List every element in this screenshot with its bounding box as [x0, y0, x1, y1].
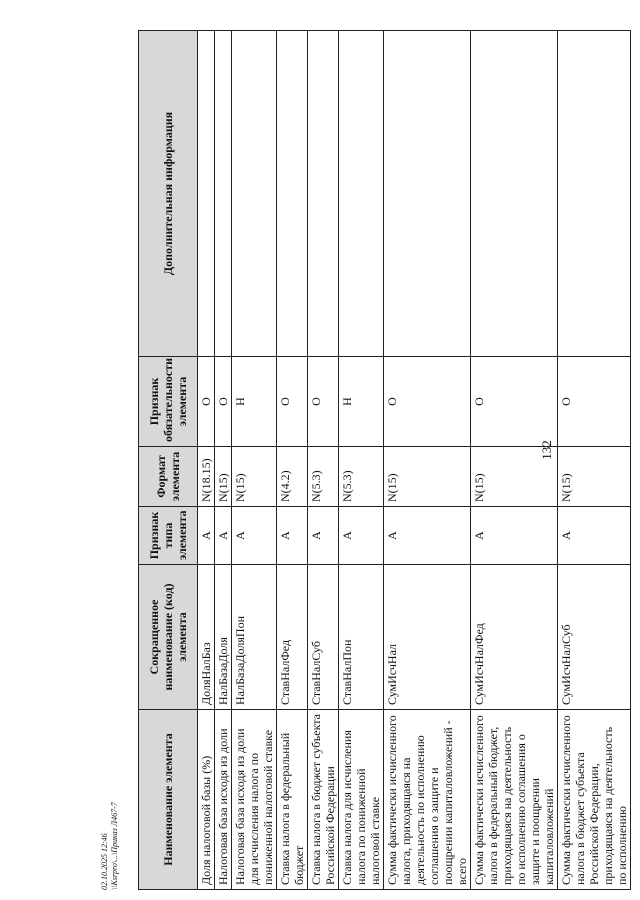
cell-required: О: [277, 357, 308, 447]
cell-name: Сумма фактически исчисленного налога в бюджет субъекта Российской Федерации, приходящаяся на деятельность по исполнению: [558, 710, 631, 890]
elements-table: [138, 30, 631, 890]
cell-format: N(15): [471, 447, 558, 507]
cell-name: Ставка налога для исчисления налога по пониженной налоговой ставке: [339, 710, 384, 890]
table-row: [277, 31, 308, 890]
page-number: 132: [538, 440, 554, 460]
cell-extra: [339, 31, 384, 357]
rotated-page: [20, 10, 629, 890]
header-code: Сокращенное наименование (код) элемента: [139, 565, 198, 710]
cell-type: А: [198, 507, 215, 565]
footer-path: \\Ksrpro\...\Приказ Л467-7: [110, 802, 119, 890]
cell-extra: [558, 31, 631, 357]
cell-type: А: [384, 507, 471, 565]
cell-code: НалБазаДоляПон: [232, 565, 277, 710]
cell-type: А: [308, 507, 339, 565]
cell-required: О: [558, 357, 631, 447]
cell-extra: [308, 31, 339, 357]
cell-code: ДоляНалБаз: [198, 565, 215, 710]
cell-extra: [384, 31, 471, 357]
header-type: Признак типа элемента: [139, 507, 198, 565]
cell-extra: [232, 31, 277, 357]
table-row: [232, 31, 277, 890]
table-header-row: [139, 31, 198, 890]
cell-code: СтавНалПон: [339, 565, 384, 710]
cell-name: Сумма фактически исчисленного налога в федеральный бюджет, приходящаяся на деятельность по исполнению соглашения о защите и поощрении капиталовложений: [471, 710, 558, 890]
table-row: [384, 31, 471, 890]
cell-required: О: [215, 357, 232, 447]
cell-required: О: [471, 357, 558, 447]
cell-format: N(15): [232, 447, 277, 507]
footer-timestamp: 02.10.2025 12:46: [100, 833, 109, 890]
cell-type: А: [471, 507, 558, 565]
table-row: [471, 31, 558, 890]
cell-required: Н: [339, 357, 384, 447]
table-row: [308, 31, 339, 890]
header-format: Формат элемента: [139, 447, 198, 507]
header-name: Наименование элемента: [139, 710, 198, 890]
cell-code: СумИсчНал: [384, 565, 471, 710]
cell-code: СумИсчНалФед: [471, 565, 558, 710]
cell-required: О: [308, 357, 339, 447]
cell-format: N(15): [384, 447, 471, 507]
cell-extra: [277, 31, 308, 357]
cell-code: СтавНалСуб: [308, 565, 339, 710]
cell-name: Налоговая база исходя из доли для исчисления налога по пониженной налоговой ставке: [232, 710, 277, 890]
cell-required: Н: [232, 357, 277, 447]
cell-extra: [471, 31, 558, 357]
table-row: [198, 31, 215, 890]
cell-required: О: [198, 357, 215, 447]
cell-required: О: [384, 357, 471, 447]
cell-name: Доля налоговой базы (%): [198, 710, 215, 890]
cell-name: Ставка налога в федеральный бюджет: [277, 710, 308, 890]
cell-name: Налоговая база исходя из доли: [215, 710, 232, 890]
footer-note: [100, 802, 120, 890]
cell-type: А: [339, 507, 384, 565]
cell-format: N(4.2): [277, 447, 308, 507]
cell-format: N(18.15): [198, 447, 215, 507]
table-row: [558, 31, 631, 890]
table-row: [215, 31, 232, 890]
cell-format: N(15): [558, 447, 631, 507]
header-required: Признак обязательности элемента: [139, 357, 198, 447]
table-row: [339, 31, 384, 890]
cell-code: НалБазаДоля: [215, 565, 232, 710]
cell-format: N(5.3): [339, 447, 384, 507]
cell-type: А: [558, 507, 631, 565]
cell-name: Ставка налога в бюджет субъекта Российской Федерации: [308, 710, 339, 890]
cell-type: А: [232, 507, 277, 565]
cell-format: N(15): [215, 447, 232, 507]
cell-extra: [215, 31, 232, 357]
cell-format: N(5.3): [308, 447, 339, 507]
cell-name: Сумма фактически исчисленного налога, приходящаяся на деятельность по исполнению соглашения о защите и поощрении капиталовложений - всего: [384, 710, 471, 890]
cell-code: СумИсчНалСуб: [558, 565, 631, 710]
cell-type: А: [277, 507, 308, 565]
cell-code: СтавНалФед: [277, 565, 308, 710]
cell-extra: [198, 31, 215, 357]
header-extra: Дополнительная информация: [139, 31, 198, 357]
cell-type: А: [215, 507, 232, 565]
